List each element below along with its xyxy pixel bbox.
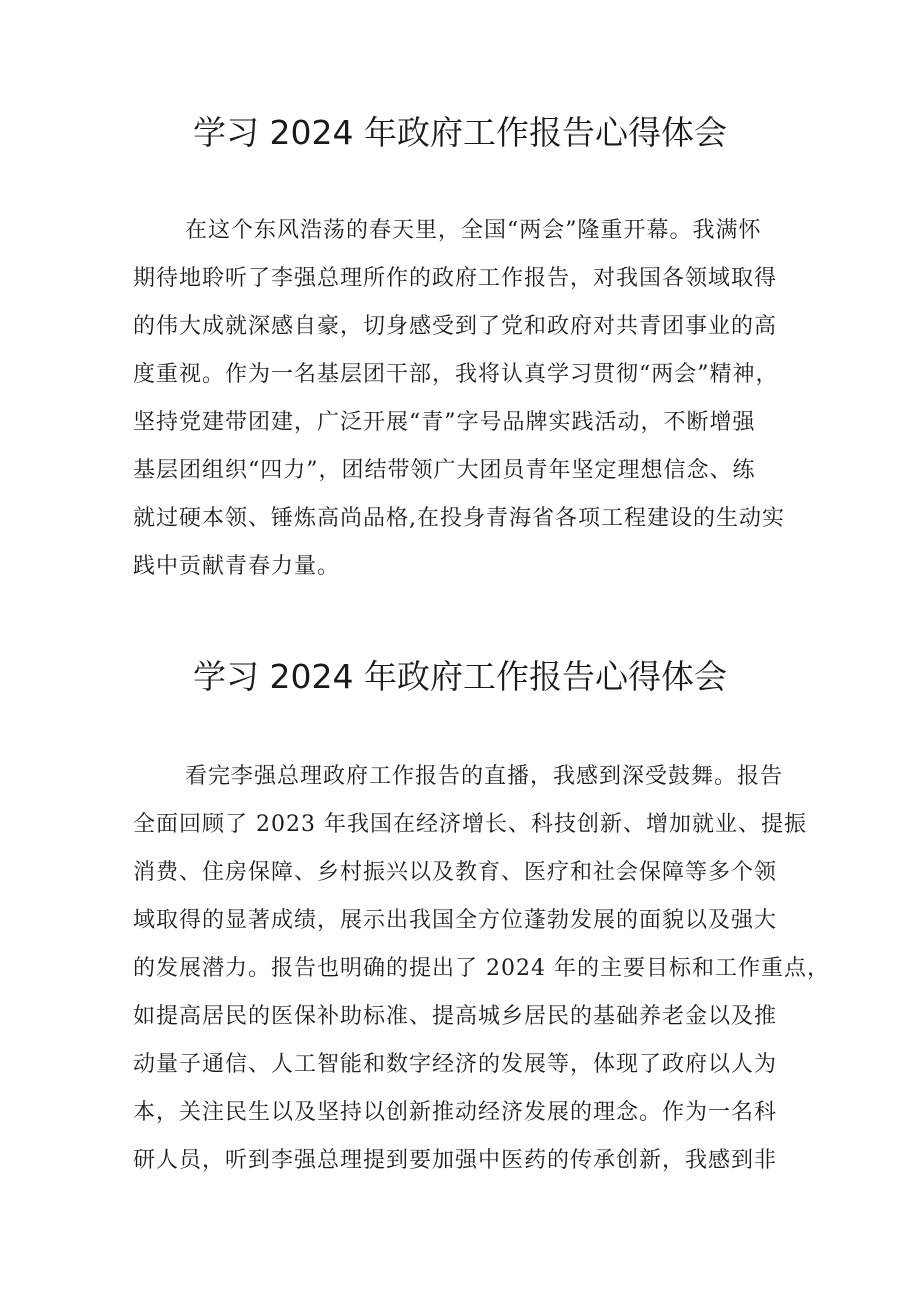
essay-body — [133, 207, 798, 591]
essay-title: 学习 2024 年政府工作报告心得体会 — [193, 113, 727, 152]
paragraph-line: 消费、住房保障、乡村振兴以及教育、医疗和社会保障等多个领 — [133, 860, 778, 885]
paragraph-line: 在这个东风浩荡的春天里，全国“两会”隆重开幕。我满怀 — [185, 218, 762, 243]
paragraph-line: 坚持党建带团建，广泛开展“青”字号品牌实践活动，不断增强 — [133, 410, 756, 435]
paragraph-line: 的伟大成就深感自豪，切身感受到了党和政府对共青团事业的高 — [133, 314, 778, 339]
paragraph-line: 研人员，听到李强总理提到要加强中医药的传承创新，我感到非 — [133, 1148, 778, 1173]
paragraph-line: 践中贡献青春力量。 — [133, 554, 341, 579]
paragraph-line: 全面回顾了 2023 年我国在经济增长、科技创新、增加就业、提振 — [133, 812, 807, 837]
essay-title: 学习 2024 年政府工作报告心得体会 — [193, 657, 727, 696]
paragraph-line: 的发展潜力。报告也明确的提出了 2024 年的主要目标和工作重点， — [133, 956, 830, 981]
essay-body — [133, 753, 830, 1185]
paragraph-line: 度重视。作为一名基层团干部，我将认真学习贯彻“两会”精神， — [133, 362, 779, 387]
paragraph-line: 如提高居民的医保补助标准、提高城乡居民的基础养老金以及推 — [133, 1004, 778, 1029]
paragraph-line: 本，关注民生以及坚持以创新推动经济发展的理念。作为一名科 — [133, 1100, 778, 1125]
paragraph-line: 就过硬本领、锤炼高尚品格,在投身青海省各项工程建设的生动实 — [133, 506, 785, 531]
paragraph-line: 域取得的显著成绩，展示出我国全方位蓬勃发展的面貌以及强大 — [133, 908, 778, 933]
paragraph-line: 动量子通信、人工智能和数字经济的发展等，体现了政府以人为 — [133, 1052, 778, 1077]
paragraph-line: 期待地聆听了李强总理所作的政府工作报告，对我国各领域取得 — [133, 266, 778, 291]
paragraph-line: 基层团组织“四力”，团结带领广大团员青年坚定理想信念、练 — [133, 458, 756, 483]
paragraph-line: 看完李强总理政府工作报告的直播，我感到深受鼓舞。报告 — [185, 764, 784, 789]
